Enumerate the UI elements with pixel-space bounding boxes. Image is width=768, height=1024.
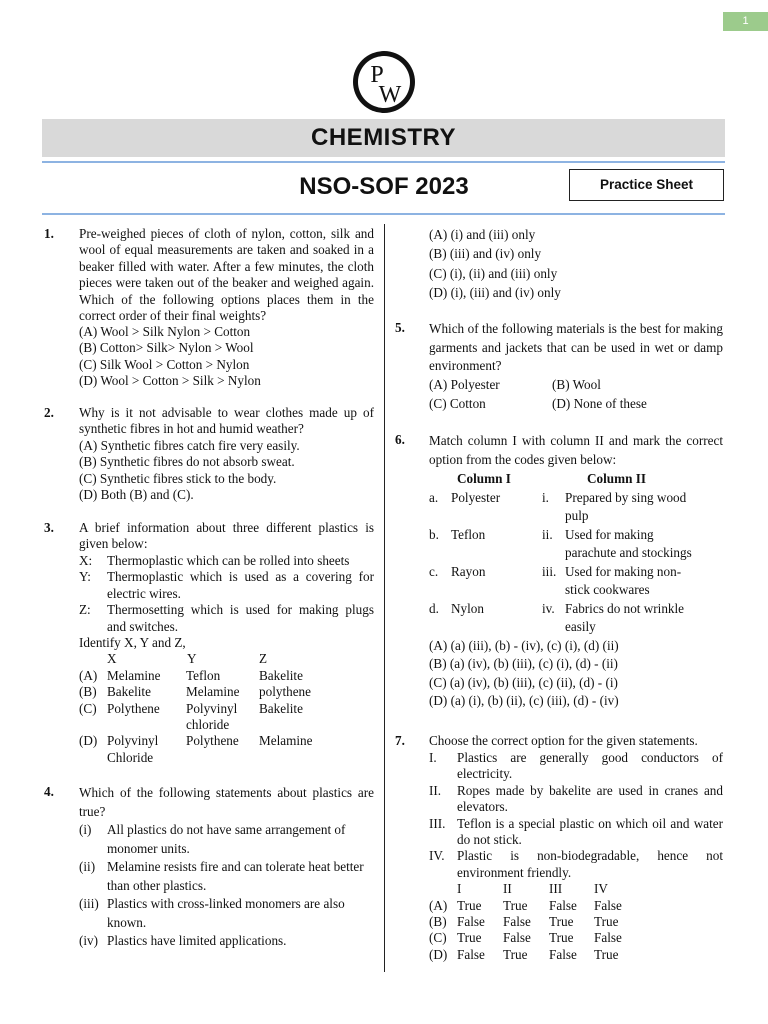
option-d: (D) Both (B) and (C). [79,487,194,503]
question-number: 1. [44,226,54,241]
statements-list [79,821,374,951]
option-b: (B) (iii) and (iv) only [429,246,542,262]
question-number: 5. [395,320,405,335]
options-list [79,438,300,504]
statement-iv: (iv) Plastics have limited applications. [79,933,287,948]
info-item-y: Y: Thermoplastic which is used as a covering for electric wires. [79,569,374,601]
question-number: 3. [44,520,54,535]
question-number: 2. [44,405,54,420]
table-row-d: (D) Polyvinyl Chloride Polythene Melamine [79,733,313,765]
match-row-a: a. Polyester i. Prepared by sing wood pulp [429,489,687,523]
option-a: (A) Synthetic fibres catch fire very easily. [79,438,300,453]
question-number: 7. [395,733,405,748]
info-item-x: X: Thermoplastic which can be rolled into sheets [79,553,350,568]
match-row-b: b. Teflon ii. Used for making parachute and stockings [429,526,692,560]
option-c: (C) Synthetic fibres stick to the body. [79,470,277,486]
option-b: (B) Cotton> Silk> Nylon > Wool [79,340,254,356]
option-d: (D) (i), (iii) and (iv) only [429,284,561,300]
option-d: (D) Wool > Cotton > Silk > Nylon [79,373,261,389]
question-text: A brief information about three different plastics is given below: [79,520,374,552]
option-b: (B) Wool [552,377,601,392]
statement-i: (i) All plastics do not have same arrangement of monomer units. [79,822,346,856]
pw-logo [352,50,416,114]
truth-table-row-d: (D) False True False True [429,946,619,962]
match-row-d: d. Nylon iv. Fabrics do not wrinkle easily [429,600,685,634]
exam-title: NSO-SOF 2023 [299,173,469,200]
options-list [79,324,261,390]
plastics-info-list [79,553,374,766]
subject-title: CHEMISTRY [42,119,725,157]
table-row-b: (B) Bakelite Melamine polythene [79,684,312,700]
question-text: Match column I with column II and mark the correct option from the codes given below: [429,433,723,467]
question-text: Which of the following statements about plastics are true? [79,785,374,819]
truth-table-row-b: (B) False False True True [429,913,619,929]
statement-1: I. Plastics are generally good conductors of electricity. [429,750,723,782]
question-text: Which of the following materials is the best for making garments and jackets that can be used in wet or damp environment? [429,321,723,373]
statement-4: IV. Plastic is non-biodegradable, hence not environment friendly. [429,848,723,880]
table-header-row: X Y Z [107,651,268,667]
match-table [429,470,723,711]
header-rule-bottom [42,213,725,215]
identify-prompt: Identify X, Y and Z, [79,634,186,650]
match-row-c: c. Rayon iii. Used for making non- stick cookwares [429,563,682,597]
option-c: (C) (i), (ii) and (iii) only [429,265,558,281]
option-c: (C) Cotton [429,395,486,411]
info-item-z: Z: Thermosetting which is used for making plugs and switches. [79,602,374,634]
option-c: (C) (a) (iv), (b) (iii), (c) (ii), (d) - (i) [429,674,618,690]
statement-ii: (ii) Melamine resists fire and can tolerate heat better than other plastics. [79,859,364,893]
option-d: (D) None of these [552,395,647,411]
header-rule-top [42,161,725,163]
option-b: (B) Synthetic fibres do not absorb sweat. [79,454,295,470]
truth-table-header: I II III IV [457,881,608,897]
statements-list [429,750,723,963]
truth-table-row-c: (C) True False True False [429,930,622,946]
option-a: (A) (a) (iii), (b) - (iv), (c) (i), (d) (ii) [429,637,619,653]
column-divider [384,224,385,972]
option-a: (A) Wool > Silk Nylon > Cotton [79,324,251,339]
question-text: Choose the correct option for the given statements. [429,733,698,748]
options-grid [429,376,723,413]
svg-text:P: P [370,62,384,88]
question-text: Pre-weighed pieces of cloth of nylon, cotton, silk and wool of equal measurements are taken and soaked in a beaker filled with water. After a few minutes, the cloth pieces were taken out of the beaker and weighed again. Which of the following options places them in the correct order of their final weights? [79,226,374,324]
page-number-badge: 1 [723,12,768,31]
question-number: 4. [44,784,54,799]
question-number: 6. [395,432,405,447]
question-text: Why is it not advisable to wear clothes made up of synthetic fibres in hot and humid weather? [79,405,374,437]
statement-iii: (iii) Plastics with cross-linked monomers are also known. [79,896,345,930]
truth-table-row-a: (A) True True False False [429,897,622,913]
statement-2: II. Ropes made by bakelite are used in cranes and elevators. [429,782,723,815]
option-b: (B) (a) (iv), (b) (iii), (c) (i), (d) - (ii) [429,656,618,671]
match-header-row: Column I Column II [457,471,646,486]
practice-sheet-label: Practice Sheet [569,169,724,201]
statement-3: III. Teflon is a special plastic on which oil and water do not stick. [429,815,723,847]
table-row-a: (A) Melamine Teflon Bakelite [79,667,303,683]
option-c: (C) Silk Wool > Cotton > Nylon [79,356,250,372]
option-a: (A) (i) and (iii) only [429,227,536,242]
option-a: (A) Polyester [429,377,500,392]
question-4-options [429,225,561,302]
option-d: (D) (a) (i), (b) (ii), (c) (iii), (d) - (iv) [429,693,619,708]
svg-text:W: W [378,82,402,108]
table-row-c: (C) Polythene Polyvinyl chloride Bakelite [79,700,303,732]
